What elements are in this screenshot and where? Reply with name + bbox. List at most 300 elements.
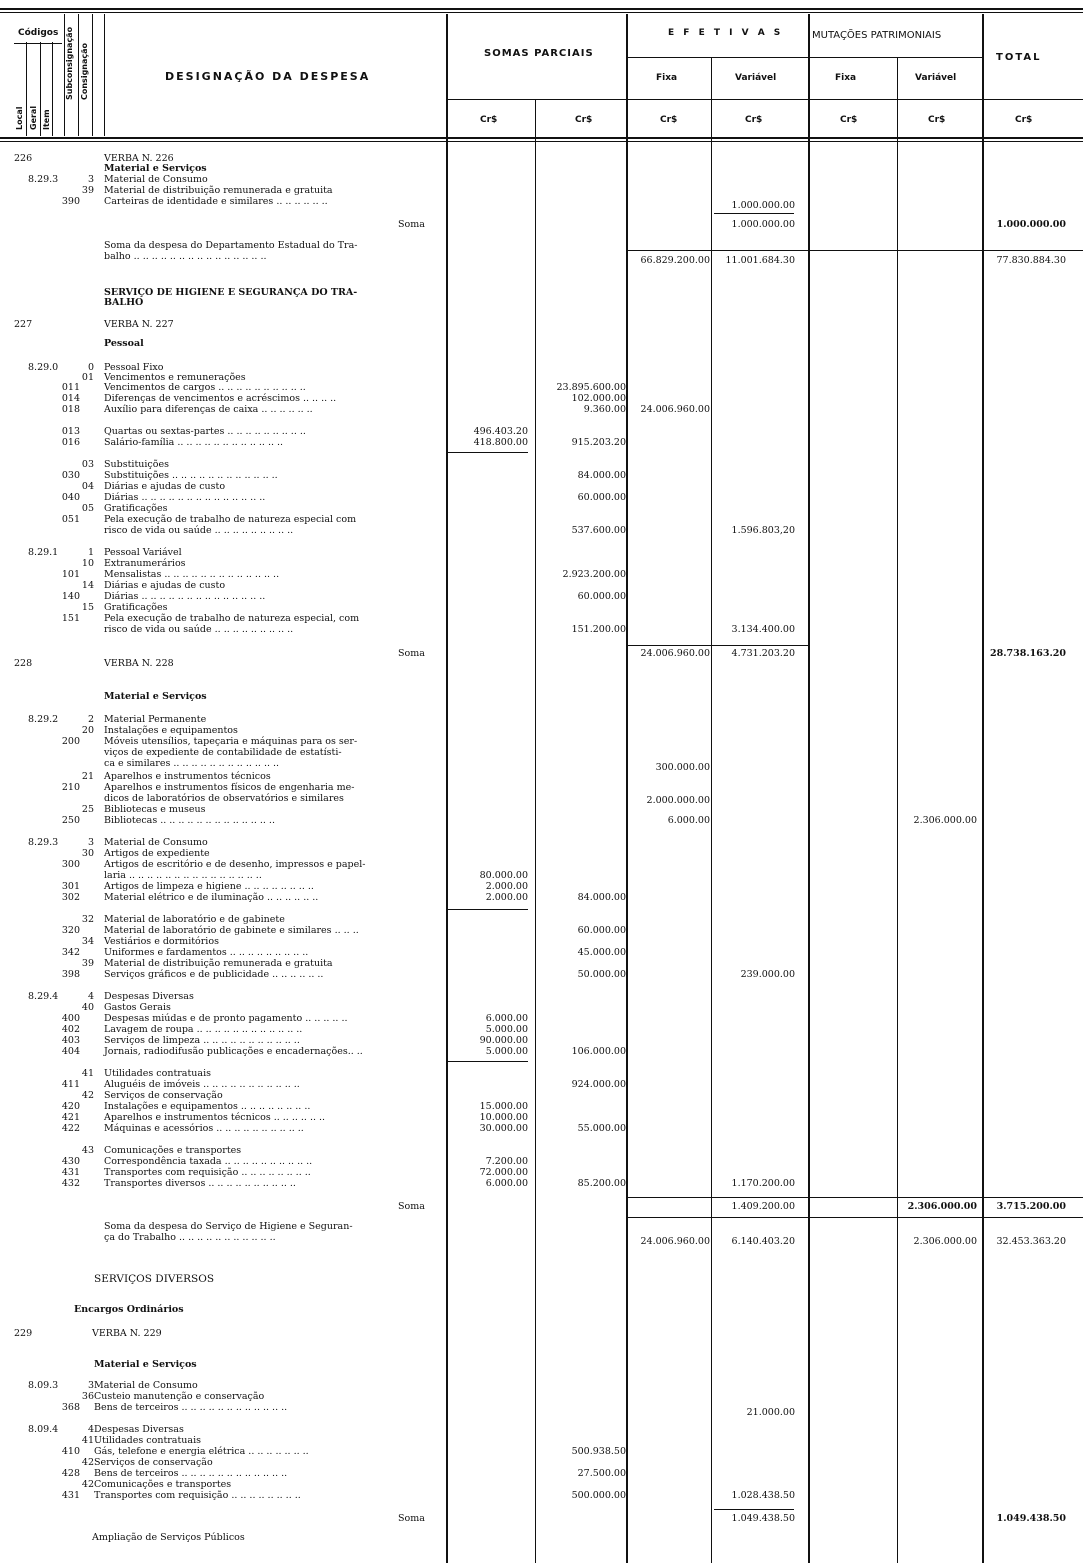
value-v4: 6.140.403.20 <box>731 1236 795 1247</box>
currency-col6: Cr$ <box>928 115 946 125</box>
code-item: 01 <box>81 372 94 383</box>
table-row <box>0 1424 1083 1435</box>
designacao: Despesas Diversas <box>104 991 194 1002</box>
value-v3: 24.006.960.00 <box>640 648 710 659</box>
table-row <box>0 1101 1083 1112</box>
code-consignacao: 301 <box>61 881 80 892</box>
value-v4: 1.028.438.50 <box>731 1490 795 1501</box>
code-item: 4 <box>87 1424 94 1435</box>
designacao: Extranumerários <box>104 558 186 569</box>
designacao: Gratificações <box>104 602 168 613</box>
table-row <box>0 174 1083 185</box>
table-row <box>0 525 1083 536</box>
designacao: SERVIÇO DE HIGIENE E SEGURANÇA DO TRA- <box>104 287 358 298</box>
table-row <box>0 1178 1083 1189</box>
table-row <box>0 163 1083 174</box>
table-row <box>0 1304 1083 1315</box>
header-variavel-mutacoes: Variável <box>915 73 957 83</box>
designacao: Diárias .. .. .. .. .. .. .. .. .. .. .. .. .. .. <box>104 492 266 503</box>
value-v4: 1.049.438.50 <box>731 1513 795 1524</box>
table-row <box>0 426 1083 437</box>
code-consignacao: 431 <box>61 1490 80 1501</box>
value-v2: 27.500.00 <box>577 1468 626 1479</box>
value-v3: 300.000.00 <box>655 762 710 773</box>
header-somas-parciais: SOMAS PARCIAIS <box>484 48 594 59</box>
table-row <box>0 1156 1083 1167</box>
code-item: 32 <box>81 914 94 925</box>
designacao: Material de laboratório e de gabinete <box>104 914 285 925</box>
code-consignacao: 368 <box>61 1402 80 1413</box>
code-consignacao: 403 <box>61 1035 80 1046</box>
designacao: Material de distribuição remunerada e gratuita <box>104 958 333 969</box>
value-v2: 85.200.00 <box>577 1178 626 1189</box>
designacao: Gratificações <box>104 503 168 514</box>
code-item: 42 <box>81 1479 94 1490</box>
code-subconsignacao: 8.29.4 <box>28 991 59 1002</box>
code-item: 34 <box>81 936 94 947</box>
code-item: 10 <box>81 558 94 569</box>
designacao: Mensalistas .. .. .. .. .. .. .. .. .. .. .. .. .. <box>104 569 280 580</box>
table-row <box>0 1068 1083 1079</box>
value-v1: 10.000.00 <box>479 1112 528 1123</box>
value-v2: 500.000.00 <box>571 1490 626 1501</box>
value-v3: 24.006.960.00 <box>640 1236 710 1247</box>
soma-label: Soma <box>398 1201 425 1212</box>
code-consignacao: 018 <box>61 404 80 415</box>
code-item: 4 <box>87 991 94 1002</box>
code-item: 36 <box>81 1391 94 1402</box>
code-item: 40 <box>81 1002 94 1013</box>
table-row <box>0 558 1083 569</box>
designacao: Instalações e equipamentos <box>104 725 238 736</box>
code-subconsignacao: 8.29.3 <box>28 174 59 185</box>
header-designacao: DESIGNAÇÃO DA DESPESA <box>165 70 371 83</box>
code-consignacao: 410 <box>61 1446 80 1457</box>
value-v3: 6.000.00 <box>667 815 710 826</box>
designacao: Bibliotecas e museus <box>104 804 206 815</box>
table-row <box>0 492 1083 503</box>
table-row <box>0 1201 1083 1212</box>
designacao: Material de Consumo <box>94 1380 198 1391</box>
table-row <box>0 936 1083 947</box>
designacao: VERBA N. 229 <box>92 1328 162 1339</box>
designacao: Aparelhos e instrumentos físicos de engenharia me- <box>104 782 355 793</box>
table-row <box>0 481 1083 492</box>
code-item: 1 <box>87 547 94 558</box>
designacao: Soma da despesa do Departamento Estadual do Tra- <box>104 240 358 251</box>
value-v6: 1.000.000.00 <box>996 219 1066 230</box>
code-consignacao: 014 <box>61 393 80 404</box>
code-consignacao: 013 <box>61 426 80 437</box>
table-row <box>0 714 1083 725</box>
designacao: Aparelhos e instrumentos técnicos <box>104 771 271 782</box>
code-consignacao: 404 <box>61 1046 80 1057</box>
header-item: Item <box>42 109 51 130</box>
code-consignacao: 431 <box>61 1167 80 1178</box>
value-v2: 915.203.20 <box>571 437 626 448</box>
code-subconsignacao: 8.09.4 <box>28 1424 59 1435</box>
table-row <box>0 958 1083 969</box>
designacao: Pessoal Fixo <box>104 362 164 373</box>
code-item: 0 <box>87 362 94 373</box>
designacao: Correspondência taxada .. .. .. .. .. .. .. .. .. .. <box>104 1156 313 1167</box>
designacao: Artigos de escritório e de desenho, impressos e papel- <box>104 859 366 870</box>
table-row <box>0 255 1083 266</box>
value-v2: 537.600.00 <box>571 525 626 536</box>
designacao: Serviços de conservação <box>104 1090 223 1101</box>
code-consignacao: 400 <box>61 1013 80 1024</box>
designacao: Despesas Diversas <box>94 1424 184 1435</box>
code-consignacao: 402 <box>61 1024 80 1035</box>
value-v2: 50.000.00 <box>577 969 626 980</box>
designacao: Máquinas e acessórios .. .. .. .. .. .. .. .. .. .. <box>104 1123 304 1134</box>
designacao: Gastos Gerais <box>104 1002 171 1013</box>
code-consignacao: 398 <box>61 969 80 980</box>
designacao: Substituições <box>104 459 169 470</box>
table-row <box>0 947 1083 958</box>
value-v3: 24.006.960.00 <box>640 404 710 415</box>
table-row <box>0 580 1083 591</box>
table-row <box>0 1468 1083 1479</box>
designacao: Material de Consumo <box>104 174 208 185</box>
code-item: 04 <box>81 481 94 492</box>
designacao: Lavagem de roupa .. .. .. .. .. .. .. .. .. .. .. .. <box>104 1024 303 1035</box>
table-row <box>0 404 1083 415</box>
value-v2: 23.895.600.00 <box>556 382 626 393</box>
value-v4: 21.000.00 <box>746 1407 795 1418</box>
table-row <box>0 319 1083 330</box>
table-row <box>0 1090 1083 1101</box>
currency-col1: Cr$ <box>480 115 498 125</box>
table-row <box>0 1532 1083 1543</box>
designacao: Comunicações e transportes <box>94 1479 232 1490</box>
designacao: Material de Consumo <box>104 837 208 848</box>
designacao: VERBA N. 226 <box>104 153 174 164</box>
designacao: Diárias .. .. .. .. .. .. .. .. .. .. .. .. .. .. <box>104 591 266 602</box>
code-item: 39 <box>81 958 94 969</box>
table-row <box>0 459 1083 470</box>
table-row <box>0 1446 1083 1457</box>
value-v1: 2.000.00 <box>485 892 528 903</box>
table-row <box>0 1112 1083 1123</box>
table-row <box>0 547 1083 558</box>
designacao: viços de expediente de contabilidade de estatísti- <box>104 747 342 758</box>
value-v2: 102.000.00 <box>571 393 626 404</box>
value-v6: 77.830.884.30 <box>996 255 1066 266</box>
code-item: 15 <box>81 602 94 613</box>
code-item: 42 <box>81 1090 94 1101</box>
designacao: Material elétrico e de iluminação .. .. .. .. .. .. <box>104 892 319 903</box>
designacao: SERVIÇOS DIVERSOS <box>94 1273 215 1285</box>
value-v3: 66.829.200.00 <box>640 255 710 266</box>
code-local: 229 <box>14 1328 33 1339</box>
header-codigos: Códigos <box>18 28 59 38</box>
code-consignacao: 422 <box>61 1123 80 1134</box>
value-v1: 5.000.00 <box>485 1046 528 1057</box>
value-v1: 72.000.00 <box>479 1167 528 1178</box>
table-row <box>0 1513 1083 1524</box>
header-local: Local <box>15 106 24 130</box>
table-row <box>0 591 1083 602</box>
designacao: Pela execução de trabalho de natureza especial, com <box>104 613 360 624</box>
designacao: Material de distribuição remunerada e gratuita <box>104 185 333 196</box>
designacao: Quartas ou sextas-partes .. .. .. .. .. .. .. .. .. <box>104 426 306 437</box>
header-subconsignacao: Subconsignação <box>65 26 74 100</box>
designacao: Instalações e equipamentos .. .. .. .. .. .. .. .. <box>104 1101 311 1112</box>
header-variavel-efetivas: Variável <box>735 73 777 83</box>
code-consignacao: 051 <box>61 514 80 525</box>
designacao: dicos de laboratórios de observatórios e similares <box>104 793 344 804</box>
code-item: 41 <box>81 1068 94 1079</box>
code-consignacao: 342 <box>61 947 80 958</box>
designacao: Material de laboratório de gabinete e similares .. .. .. <box>104 925 359 936</box>
table-row <box>0 1046 1083 1057</box>
designacao: Vestiários e dormitórios <box>104 936 219 947</box>
table-row <box>0 613 1083 624</box>
code-consignacao: 016 <box>61 437 80 448</box>
code-item: 20 <box>81 725 94 736</box>
code-item: 05 <box>81 503 94 514</box>
code-subconsignacao: 8.29.2 <box>28 714 59 725</box>
table-row <box>0 624 1083 635</box>
table-row <box>0 338 1083 349</box>
code-consignacao: 432 <box>61 1178 80 1189</box>
value-v1: 496.403.20 <box>473 426 528 437</box>
code-consignacao: 200 <box>61 736 80 747</box>
table-row <box>0 602 1083 613</box>
value-v4: 1.170.200.00 <box>731 1178 795 1189</box>
value-v5: 2.306.000.00 <box>907 1201 977 1212</box>
code-consignacao: 302 <box>61 892 80 903</box>
designacao: Diárias e ajudas de custo <box>104 481 226 492</box>
header-total: TOTAL <box>996 52 1042 63</box>
code-consignacao: 210 <box>61 782 80 793</box>
code-consignacao: 101 <box>61 569 80 580</box>
code-item: 42 <box>81 1457 94 1468</box>
code-subconsignacao: 8.09.3 <box>28 1380 59 1391</box>
designacao: Aluguéis de imóveis .. .. .. .. .. .. .. .. .. .. .. <box>104 1079 300 1090</box>
header-fixa-mutacoes: Fixa <box>835 73 857 83</box>
value-v1: 418.800.00 <box>473 437 528 448</box>
value-v1: 2.000.00 <box>485 881 528 892</box>
value-v2: 60.000.00 <box>577 925 626 936</box>
table-row <box>0 200 1083 211</box>
code-item: 14 <box>81 580 94 591</box>
value-v2: 55.000.00 <box>577 1123 626 1134</box>
header-mutacoes: MUTAÇÕES PATRIMONIAIS <box>812 30 942 41</box>
table-row <box>0 1457 1083 1468</box>
designacao: laria .. .. .. .. .. .. .. .. .. .. .. .. .. .. .. <box>104 870 262 881</box>
code-item: 43 <box>81 1145 94 1156</box>
designacao: Soma da despesa do Serviço de Higiene e Seguran- <box>104 1221 353 1232</box>
value-v2: 2.923.200.00 <box>562 569 626 580</box>
table-row <box>0 1435 1083 1446</box>
designacao: Material e Serviços <box>104 163 207 174</box>
table-row <box>0 881 1083 892</box>
designacao: Carteiras de identidade e similares .. .. .. .. .. .. <box>104 196 328 207</box>
designacao: ca e similares .. .. .. .. .. .. .. .. .. .. .. .. <box>104 758 280 769</box>
soma-label: Soma <box>398 1513 425 1524</box>
value-v4: 1.000.000.00 <box>731 200 795 211</box>
currency-col3: Cr$ <box>660 115 678 125</box>
table-row <box>0 804 1083 815</box>
designacao: VERBA N. 227 <box>104 319 174 330</box>
designacao: Material e Serviços <box>104 691 207 702</box>
value-v2: 9.360.00 <box>583 404 626 415</box>
value-v4: 1.409.200.00 <box>731 1201 795 1212</box>
code-local: 228 <box>14 658 33 669</box>
table-row <box>0 782 1083 793</box>
value-v3: 2.000.000.00 <box>646 795 710 806</box>
table-row <box>0 848 1083 859</box>
designacao: Serviços gráficos e de publicidade .. .. .. .. .. .. <box>104 969 324 980</box>
code-item: 3 <box>87 174 94 185</box>
value-v6: 32.453.363.20 <box>996 1236 1066 1247</box>
table-row <box>0 991 1083 1002</box>
designacao: Serviços de conservação <box>94 1457 213 1468</box>
value-v1: 5.000.00 <box>485 1024 528 1035</box>
designacao: Jornais, radiodifusão publicações e encadernações.. .. <box>104 1046 363 1057</box>
table-row <box>0 925 1083 936</box>
designacao: Bens de terceiros .. .. .. .. .. .. .. .. .. .. .. .. <box>94 1402 288 1413</box>
designacao: Salário-família .. .. .. .. .. .. .. .. .. .. .. .. <box>104 437 284 448</box>
table-row <box>0 1274 1083 1285</box>
table-row <box>0 1024 1083 1035</box>
designacao: Ampliação de Serviços Públicos <box>92 1532 245 1543</box>
table-row <box>0 1391 1083 1402</box>
designacao: Despesas miúdas e de pronto pagamento .. .. .. .. .. <box>104 1013 348 1024</box>
value-v4: 4.731.203.20 <box>731 648 795 659</box>
value-v2: 151.200.00 <box>571 624 626 635</box>
table-row <box>0 393 1083 404</box>
value-v2: 84.000.00 <box>577 892 626 903</box>
designacao: Custeio manutenção e conservação <box>94 1391 265 1402</box>
table-row <box>0 1328 1083 1339</box>
value-v5: 2.306.000.00 <box>913 815 977 826</box>
value-v4: 3.134.400.00 <box>731 624 795 635</box>
soma-label: Soma <box>398 219 425 230</box>
designacao: Material e Serviços <box>94 1359 197 1370</box>
code-consignacao: 411 <box>61 1079 80 1090</box>
value-v5: 2.306.000.00 <box>913 1236 977 1247</box>
designacao: ça do Trabalho .. .. .. .. .. .. .. .. .. .. .. <box>104 1232 276 1243</box>
value-v2: 60.000.00 <box>577 591 626 602</box>
code-item: 03 <box>81 459 94 470</box>
designacao: Encargos Ordinários <box>74 1304 184 1315</box>
code-local: 227 <box>14 319 33 330</box>
table-row <box>0 1236 1083 1247</box>
code-item: 30 <box>81 848 94 859</box>
designacao: Transportes com requisição .. .. .. .. .. .. .. .. <box>104 1167 311 1178</box>
code-local: 226 <box>14 153 33 164</box>
code-consignacao: 421 <box>61 1112 80 1123</box>
table-row <box>0 297 1083 308</box>
table-row <box>0 691 1083 702</box>
currency-col7: Cr$ <box>1015 115 1033 125</box>
table-row <box>0 1407 1083 1418</box>
value-v6: 28.738.163.20 <box>989 648 1066 659</box>
designacao: Comunicações e transportes <box>104 1145 242 1156</box>
designacao: Transportes com requisição .. .. .. .. .. .. .. .. <box>94 1490 301 1501</box>
code-consignacao: 140 <box>61 591 80 602</box>
designacao: VERBA N. 228 <box>104 658 174 669</box>
value-v6: 3.715.200.00 <box>996 1201 1066 1212</box>
code-item: 2 <box>87 714 94 725</box>
designacao: Artigos de expediente <box>104 848 210 859</box>
table-row <box>0 437 1083 448</box>
designacao: Diferenças de vencimentos e acréscimos .. .. .. .. <box>104 393 337 404</box>
code-subconsignacao: 8.29.3 <box>28 837 59 848</box>
designacao: Bens de terceiros .. .. .. .. .. .. .. .. .. .. .. .. <box>94 1468 288 1479</box>
designacao: Auxílio para diferenças de caixa .. .. .. .. .. .. <box>104 404 313 415</box>
table-row <box>0 1145 1083 1156</box>
table-row <box>0 736 1083 747</box>
table-row <box>0 219 1083 230</box>
table-row <box>0 859 1083 870</box>
value-v1: 15.000.00 <box>479 1101 528 1112</box>
designacao: Pela execução de trabalho de natureza especial com <box>104 514 357 525</box>
value-v1: 90.000.00 <box>479 1035 528 1046</box>
header-consignacao: Consignação <box>80 42 89 100</box>
table-row <box>0 969 1083 980</box>
designacao: Utilidades contratuais <box>104 1068 211 1079</box>
table-row <box>0 1359 1083 1370</box>
value-v2: 924.000.00 <box>571 1079 626 1090</box>
code-item: 3 <box>87 1380 94 1391</box>
table-row <box>0 503 1083 514</box>
table-row <box>0 837 1083 848</box>
table-row <box>0 1479 1083 1490</box>
code-consignacao: 011 <box>61 382 80 393</box>
value-v2: 60.000.00 <box>577 492 626 503</box>
table-row <box>0 1123 1083 1134</box>
designacao: Vencimentos e remunerações <box>104 372 246 383</box>
designacao: Pessoal Variável <box>104 547 182 558</box>
table-row <box>0 1002 1083 1013</box>
code-consignacao: 390 <box>61 196 80 207</box>
currency-col2: Cr$ <box>575 115 593 125</box>
designacao: Utilidades contratuais <box>94 1435 201 1446</box>
value-v1: 6.000.00 <box>485 1178 528 1189</box>
table-row <box>0 815 1083 826</box>
soma-label: Soma <box>398 648 425 659</box>
table-row <box>0 1167 1083 1178</box>
designacao: Vencimentos de cargos .. .. .. .. .. .. .. .. .. .. <box>104 382 306 393</box>
table-row <box>0 185 1083 196</box>
table-header <box>0 0 1083 150</box>
designacao: BALHO <box>104 297 144 308</box>
value-v4: 11.001.684.30 <box>725 255 795 266</box>
designacao: Material Permanente <box>104 714 207 725</box>
designacao: risco de vida ou saúde .. .. .. .. .. .. .. .. .. <box>104 525 294 536</box>
designacao: Uniformes e fardamentos .. .. .. .. .. .. .. .. .. <box>104 947 309 958</box>
table-row <box>0 382 1083 393</box>
currency-col5: Cr$ <box>840 115 858 125</box>
designacao: Artigos de limpeza e higiene .. .. .. .. .. .. .. .. <box>104 881 314 892</box>
designacao: Pessoal <box>104 338 144 349</box>
table-row <box>0 569 1083 580</box>
value-v2: 106.000.00 <box>571 1046 626 1057</box>
designacao: Transportes diversos .. .. .. .. .. .. .. .. .. .. <box>104 1178 296 1189</box>
value-v2: 45.000.00 <box>577 947 626 958</box>
designacao: Diárias e ajudas de custo <box>104 580 226 591</box>
table-row <box>0 1221 1083 1232</box>
designacao: Aparelhos e instrumentos técnicos .. .. .. .. .. .. <box>104 1112 326 1123</box>
value-v2: 84.000.00 <box>577 470 626 481</box>
code-item: 25 <box>81 804 94 815</box>
designacao: Bibliotecas .. .. .. .. .. .. .. .. .. .. .. .. .. <box>104 815 275 826</box>
designacao: Gás, telefone e energia elétrica .. .. .. .. .. .. .. <box>94 1446 309 1457</box>
